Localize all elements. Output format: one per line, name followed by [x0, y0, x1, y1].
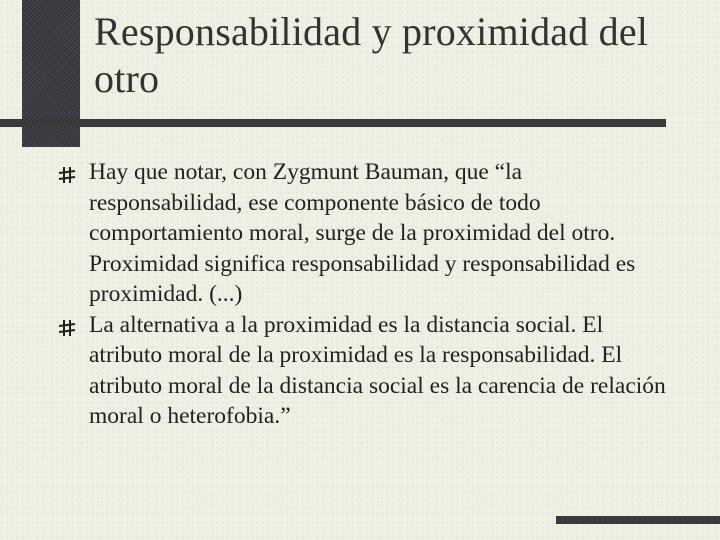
hash-bullet-icon [58, 166, 76, 184]
bullet-text: Hay que notar, con Zygmunt Bauman, que “la responsabilidad, ese componente básico de todo comportamiento moral, surge de la proximidad del otro. Proximidad significa responsabilidad y responsabilidad es proximidad. (...) [89, 159, 636, 307]
bullet-item [58, 157, 668, 310]
bottom-accent-rule [556, 516, 720, 524]
bullet-item [58, 310, 668, 432]
bullet-list [58, 157, 668, 432]
hash-bullet-icon [58, 319, 76, 337]
title-divider-rule [0, 119, 666, 127]
slide-title: Responsabilidad y proximidad del otro [94, 9, 649, 101]
bullet-text: La alternativa a la proximidad es la distancia social. El atributo moral de la proximidad es la responsabilidad. El atributo moral de la distancia social es la carencia de relación moral o heterofobia.” [89, 311, 666, 429]
